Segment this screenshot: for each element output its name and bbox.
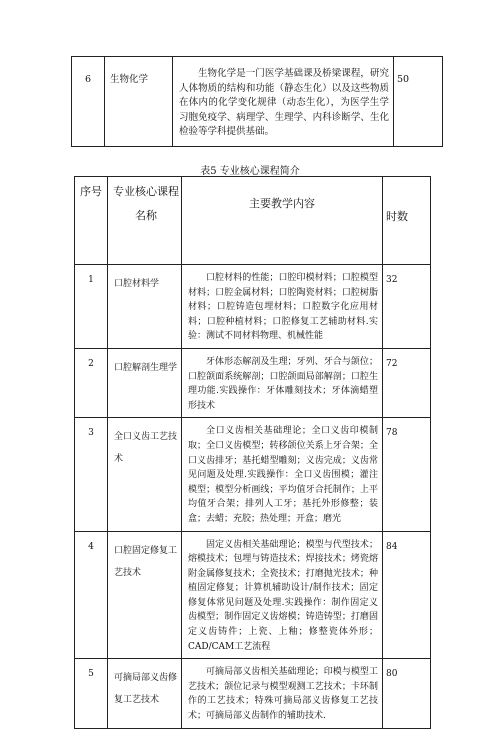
course-name: 口腔解剖生理学 [108, 348, 182, 417]
header-course-name: 专业核心课程名称 [108, 177, 182, 265]
table-caption: 表5 专业核心课程简介 [200, 166, 300, 177]
course-hours: 78 [383, 418, 431, 531]
header-hours: 时数 [383, 177, 431, 265]
course-content: 固定义齿相关基础理论；模型与代型技术；熔模技术；包埋与铸造技术；焊接技术；烤瓷熔附金属修复技术；全瓷技术；打磨抛光技术；种植固定修复；计算机辅助设计/制作技术；固定修复体常见问题及处理.实践操作：制作固定义齿模型；制作固定义齿熔模；铸造铸型；打磨固定义齿铸件；上瓷、上釉；修整瓷体外形；CAD/CAM工艺流程 [182, 531, 383, 659]
course-name: 全口义齿工艺技术 [108, 418, 182, 531]
header-content: 主要教学内容 [182, 177, 383, 265]
course-name: 口腔固定修复工艺技术 [108, 531, 182, 659]
course-hours: 32 [383, 265, 431, 349]
course-hours: 84 [383, 531, 431, 659]
row-number: 1 [75, 265, 108, 349]
table-row [75, 531, 431, 659]
core-course-table [74, 176, 431, 729]
course-content: 全口义齿相关基础理论；全口义齿印模制取；全口义齿模型；转移颌位关系上牙合架；全口义齿排牙；基托蜡型雕刻；义齿完成；义齿常见问题及处理.实践操作：全口义齿围模；灌注模型；模型分析画线；平均值牙合托制作；上平均值牙合架；排列人工牙；基托外形修整；装盒；去蜡；充胶；热处理；开盒；磨光 [182, 418, 383, 531]
previous-page-table [71, 56, 443, 147]
table-row [75, 418, 431, 531]
course-hours: 50 [394, 57, 443, 147]
row-number: 3 [75, 418, 108, 531]
table-header-row [75, 177, 431, 265]
course-content: 口腔材料的性能；口腔印模材料；口腔模型材料；口腔金属材料；口腔陶瓷材料；口腔树脂材料；口腔铸造包埋材料；口腔数字化应用材料；口腔种植材料；口腔修复工艺辅助材料.实验：测试不同材料物理、机械性能 [182, 265, 383, 349]
table-row [75, 265, 431, 349]
course-hours: 72 [383, 348, 431, 417]
table-row [75, 348, 431, 417]
table-row [72, 57, 443, 147]
course-content: 生物化学是一门医学基础课及桥梁课程，研究人体物质的结构和功能（静态生化）以及这些物质在体内的化学变化规律（动态生化），为医学生学习胞免疫学、病理学、生理学、内科诊断学、生化检验等学科提供基础。 [173, 57, 394, 147]
course-name: 口腔材料学 [108, 265, 182, 349]
table-row [75, 659, 431, 728]
header-number: 序号 [75, 177, 108, 265]
course-content: 牙体形态解剖及生理；牙列、牙合与颌位；口腔颌面系统解剖；口腔颌面局部解剖；口腔生理功能.实践操作：牙体雕刻技术；牙体滴蜡塑形技术 [182, 348, 383, 417]
course-hours: 80 [383, 659, 431, 728]
row-number: 4 [75, 531, 108, 659]
course-name: 可摘局部义齿修复工艺技术 [108, 659, 182, 728]
row-number: 6 [72, 57, 105, 147]
course-content: 可摘局部义齿相关基础理论；印模与模型工艺技术；颌位记录与模型观测工艺技术；卡环制作的工艺技术；特殊可摘局部义齿修复工艺技术；可摘局部义齿制作的辅助技术. [182, 659, 383, 728]
row-number: 5 [75, 659, 108, 728]
row-number: 2 [75, 348, 108, 417]
course-name: 生物化学 [105, 57, 173, 147]
